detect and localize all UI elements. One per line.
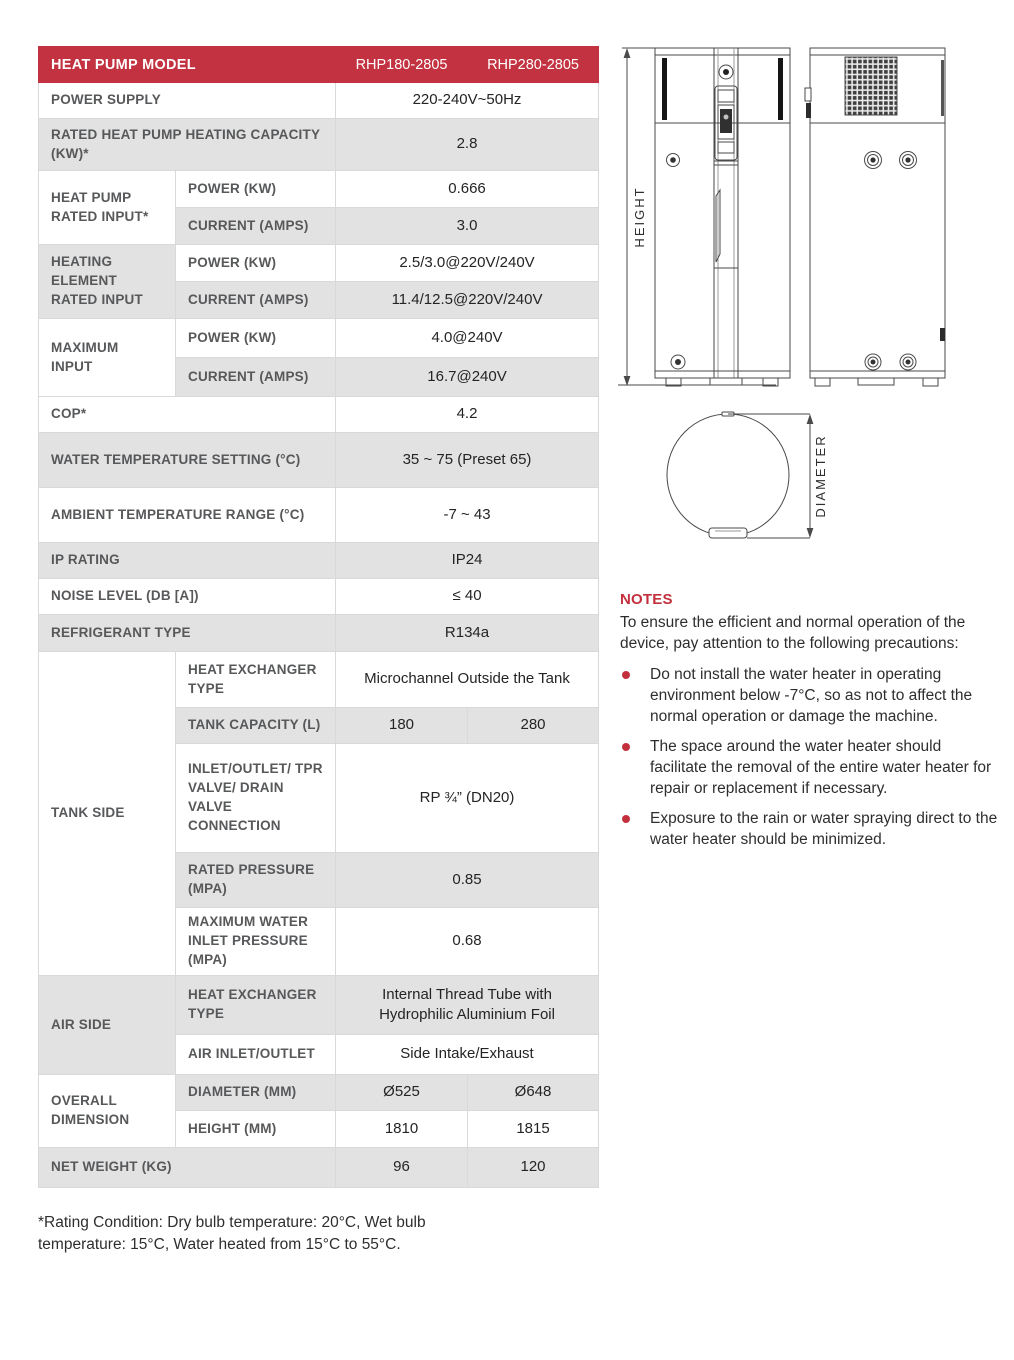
- power-supply-label: POWER SUPPLY: [39, 83, 336, 119]
- ip-rating-value: IP24: [336, 543, 599, 579]
- power-supply-value: 220-240V~50Hz: [336, 83, 599, 119]
- maximum-input-current-value: 16.7@240V: [336, 358, 599, 397]
- front-view-drawing: [655, 48, 790, 386]
- table-row: [39, 245, 599, 282]
- tank-rated-pressure-value: 0.85: [336, 853, 599, 908]
- side-view-drawing: [805, 48, 945, 386]
- dimension-diameter-value-b: Ø648: [468, 1075, 599, 1111]
- table-row: [39, 83, 599, 119]
- rated-capacity-value: 2.8: [336, 119, 599, 171]
- tank-hx-value: Microchannel Outside the Tank: [336, 652, 599, 708]
- heating-element-current-value: 11.4/12.5@220V/240V: [336, 282, 599, 319]
- table-row: [39, 433, 599, 488]
- rated-capacity-label: RATED HEAT PUMP HEATING CAPACITY (KW)*: [39, 119, 336, 171]
- overall-dimension-group-label: OVERALL DIMENSION: [39, 1075, 176, 1148]
- noise-level-value: ≤ 40: [336, 579, 599, 615]
- air-inlet-value: Side Intake/Exhaust: [336, 1035, 599, 1075]
- net-weight-value-b: 120: [468, 1148, 599, 1188]
- net-weight-label: NET WEIGHT (KG): [39, 1148, 336, 1188]
- tank-connection-value: RP ¾” (DN20): [336, 744, 599, 853]
- diameter-dimension: [728, 414, 813, 538]
- tank-rated-pressure-label: RATED PRESSURE (MPA): [176, 853, 336, 908]
- note-item: [620, 664, 998, 727]
- header-model-b: RHP280-2805: [468, 47, 599, 83]
- ambient-temp-label: AMBIENT TEMPERATURE RANGE (°C): [39, 488, 336, 543]
- bullet-icon: [622, 743, 630, 751]
- header-model-a: RHP180-2805: [336, 47, 468, 83]
- tank-connection-label: INLET/OUTLET/ TPR VALVE/ DRAIN VALVE CONNECTION: [176, 744, 336, 853]
- hp-rated-input-power-value: 0.666: [336, 171, 599, 208]
- table-row: [39, 1075, 599, 1111]
- product-diagrams: [608, 28, 1008, 584]
- bullet-icon: [622, 671, 630, 679]
- bullet-icon: [622, 815, 630, 823]
- note-item: [620, 808, 998, 850]
- technical-drawing-svg: [608, 28, 1008, 584]
- dimension-diameter-label: DIAMETER (MM): [176, 1075, 336, 1111]
- notes-intro: To ensure the efficient and normal operation of the device, pay attention to the following precautions:: [620, 614, 966, 652]
- hp-rated-input-group-label: HEAT PUMP RATED INPUT*: [39, 171, 176, 245]
- notes-section: [620, 591, 998, 859]
- hp-rated-input-current-value: 3.0: [336, 208, 599, 245]
- table-row: [39, 1148, 599, 1188]
- tank-capacity-value-a: 180: [336, 708, 468, 744]
- note-text: The space around the water heater should facilitate the removal of the entire water heater for repair or replacement if necessary.: [650, 738, 992, 797]
- table-row: [39, 976, 599, 1035]
- tank-side-group-label: TANK SIDE: [39, 652, 176, 976]
- table-row: [39, 543, 599, 579]
- ambient-temp-value: -7 ~ 43: [336, 488, 599, 543]
- air-hx-label: HEAT EXCHANGER TYPE: [176, 976, 336, 1035]
- cop-value: 4.2: [336, 397, 599, 433]
- dimension-height-value-b: 1815: [468, 1111, 599, 1148]
- tank-capacity-value-b: 280: [468, 708, 599, 744]
- noise-level-label: NOISE LEVEL (DB [A]): [39, 579, 336, 615]
- table-row: [39, 119, 599, 171]
- table-row: [39, 579, 599, 615]
- height-dimension-label: HEIGHT: [632, 186, 647, 248]
- dimension-height-label: HEIGHT (MM): [176, 1111, 336, 1148]
- refrigerant-label: REFRIGERANT TYPE: [39, 615, 336, 652]
- note-text: Do not install the water heater in operating environment below -7°C, so as not to affect the normal operation or damage the machine.: [650, 666, 973, 725]
- water-temp-label: WATER TEMPERATURE SETTING (°C): [39, 433, 336, 488]
- tank-capacity-label: TANK CAPACITY (L): [176, 708, 336, 744]
- spec-table-container: [38, 46, 598, 1188]
- maximum-input-group-label: MAXIMUM INPUT: [39, 319, 176, 397]
- note-text: Exposure to the rain or water spraying direct to the water heater should be minimized.: [650, 810, 998, 848]
- header-model-col: HEAT PUMP MODEL: [39, 47, 336, 83]
- ip-rating-label: IP RATING: [39, 543, 336, 579]
- note-item: [620, 736, 998, 799]
- air-inlet-label: AIR INLET/OUTLET: [176, 1035, 336, 1075]
- rating-condition-footnote: *Rating Condition: Dry bulb temperature: 20°C, Wet bulb temperature: 15°C, Water heated from 15°C to 55°C.: [38, 1214, 426, 1253]
- heating-element-power-value: 2.5/3.0@220V/240V: [336, 245, 599, 282]
- diameter-dimension-label: DIAMETER: [813, 434, 828, 518]
- heating-element-current-label: CURRENT (AMPS): [176, 282, 336, 319]
- table-row: [39, 397, 599, 433]
- maximum-input-current-label: CURRENT (AMPS): [176, 358, 336, 397]
- table-row: [39, 488, 599, 543]
- maximum-input-power-label: POWER (KW): [176, 319, 336, 358]
- air-hx-value: Internal Thread Tube with Hydrophilic Aluminium Foil: [336, 976, 599, 1035]
- spec-table: [38, 46, 599, 1188]
- table-row: [39, 652, 599, 708]
- air-side-group-label: AIR SIDE: [39, 976, 176, 1075]
- heating-element-group-label: HEATING ELEMENT RATED INPUT: [39, 245, 176, 319]
- table-row: [39, 319, 599, 358]
- heating-element-power-label: POWER (KW): [176, 245, 336, 282]
- refrigerant-value: R134a: [336, 615, 599, 652]
- hp-rated-input-current-label: CURRENT (AMPS): [176, 208, 336, 245]
- net-weight-value-a: 96: [336, 1148, 468, 1188]
- table-row: [39, 171, 599, 208]
- maximum-input-power-value: 4.0@240V: [336, 319, 599, 358]
- table-row: [39, 615, 599, 652]
- hp-rated-input-power-label: POWER (KW): [176, 171, 336, 208]
- table-header-row: [39, 47, 599, 83]
- water-temp-value: 35 ~ 75 (Preset 65): [336, 433, 599, 488]
- tank-max-inlet-label: MAXIMUM WATER INLET PRESSURE (MPA): [176, 908, 336, 976]
- tank-max-inlet-value: 0.68: [336, 908, 599, 976]
- cop-label: COP*: [39, 397, 336, 433]
- dimension-height-value-a: 1810: [336, 1111, 468, 1148]
- notes-title: NOTES: [620, 591, 673, 608]
- tank-hx-label: HEAT EXCHANGER TYPE: [176, 652, 336, 708]
- top-view-drawing: [667, 412, 789, 538]
- dimension-diameter-value-a: Ø525: [336, 1075, 468, 1111]
